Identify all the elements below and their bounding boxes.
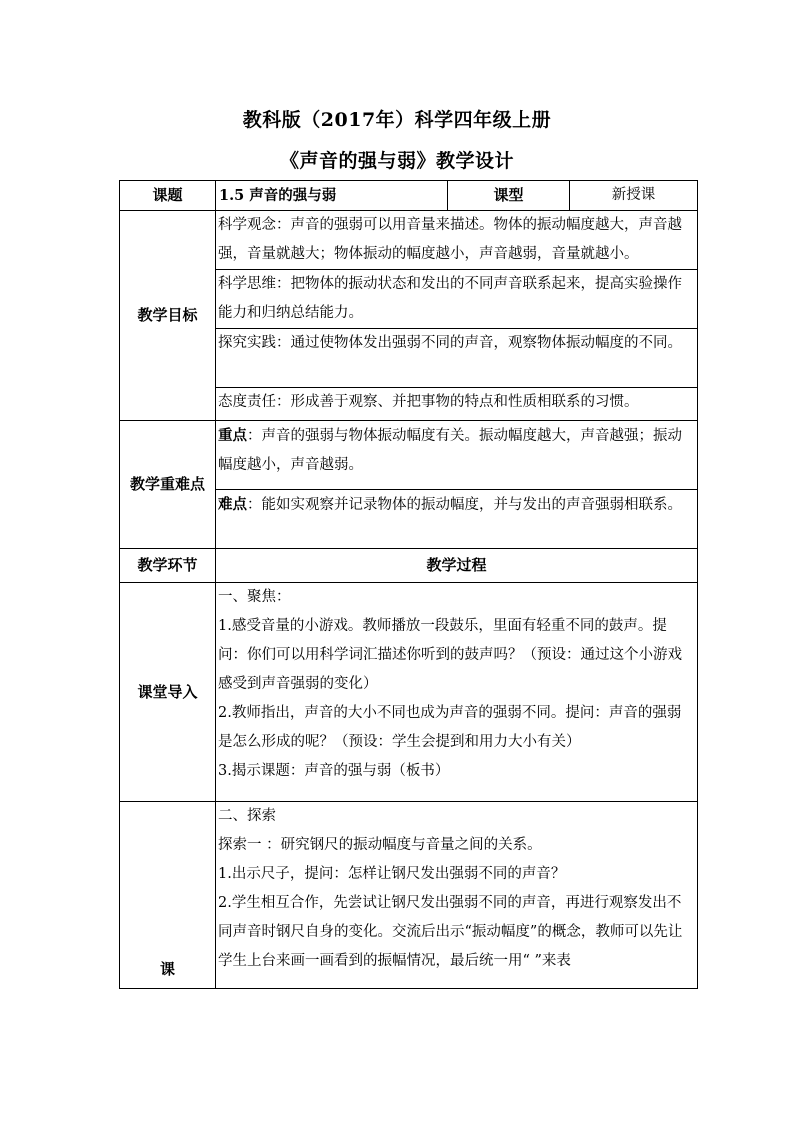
explore-line: 2.学生相互合作，先尝试让钢尺发出强弱不同的声音，再进行观察发出不同声音时钢尺自身的变化。交流后出示“振动幅度”的概念，教师可以先让学生上台来画一画看到的振幅情况，最后统一用“ ”来表 bbox=[218, 895, 683, 969]
explore-row bbox=[120, 802, 698, 989]
difficulty-point bbox=[216, 490, 698, 549]
stage-label: 教学环节 bbox=[120, 549, 216, 583]
lesson-plan-table bbox=[119, 180, 698, 989]
key-points-label: 教学重难点 bbox=[120, 421, 216, 549]
type-value: 新授课 bbox=[570, 181, 698, 211]
focus-point bbox=[216, 421, 698, 490]
explore-line: 探索一 ：研究钢尺的振动幅度与音量之间的关系。 bbox=[218, 837, 542, 853]
objective-row bbox=[120, 211, 698, 270]
explore-line: 二、探索 bbox=[218, 808, 276, 824]
intro-line: 2.教师指出，声音的大小不同也成为声音的强弱不同。提问：声音的强弱是怎么形成的呢？（预设：学生会提到和用力大小有关） bbox=[218, 705, 682, 750]
intro-line: 3.揭示课题：声音的强与弱（板书） bbox=[218, 763, 450, 779]
intro-row bbox=[120, 583, 698, 802]
intro-line: 一、聚焦： bbox=[218, 589, 291, 605]
focus-text: ：声音的强弱与物体振动幅度有关。振动幅度越大，声音越强；振动幅度越小，声音越弱。 bbox=[218, 428, 682, 473]
objective-item: 科学观念：声音的强弱可以用音量来描述。物体的振动幅度越大，声音越强，音量就越大；物体振动的幅度越小，声音越弱，音量就越小。 bbox=[216, 211, 698, 270]
document-subtitle: 《声音的强与弱》教学设计 bbox=[279, 150, 514, 172]
type-label: 课型 bbox=[448, 181, 570, 211]
objective-item: 态度责任：形成善于观察、并把事物的特点和性质相联系的习惯。 bbox=[216, 388, 698, 421]
objective-item: 探究实践：通过使物体发出强弱不同的声音，观察物体振动幅度的不同。 bbox=[216, 329, 698, 388]
intro-line: 1.感受音量的小游戏。教师播放一段鼓乐，里面有轻重不同的鼓声。提问：你们可以用科学词汇描述你听到的鼓声吗？（预设：通过这个小游戏感受到声音强弱的变化） bbox=[218, 618, 682, 692]
objectives-label: 教学目标 bbox=[120, 211, 216, 421]
process-header-row bbox=[120, 549, 698, 583]
key-point-row bbox=[120, 421, 698, 490]
header-row bbox=[120, 181, 698, 211]
difficulty-label: 难点 bbox=[218, 496, 247, 513]
topic-value: 1.5 声音的强与弱 bbox=[216, 181, 448, 211]
difficulty-text: ：能如实观察并记录物体的振动幅度，并与发出的声音强弱相联系。 bbox=[247, 497, 682, 513]
focus-label: 重点 bbox=[218, 427, 247, 444]
explore-line: 1.出示尺子，提问：怎样让钢尺发出强弱不同的声音？ bbox=[218, 866, 566, 882]
explore-label: 课 bbox=[120, 802, 216, 989]
objective-item: 科学思维：把物体的振动状态和发出的不同声音联系起来，提高实验操作能力和归纳总结能力。 bbox=[216, 270, 698, 329]
explore-content bbox=[216, 802, 698, 989]
intro-content bbox=[216, 583, 698, 802]
intro-label: 课堂导入 bbox=[120, 583, 216, 802]
document-title: 教科版（2017年）科学四年级上册 bbox=[242, 109, 552, 131]
topic-label: 课题 bbox=[120, 181, 216, 211]
process-label: 教学过程 bbox=[216, 549, 698, 583]
